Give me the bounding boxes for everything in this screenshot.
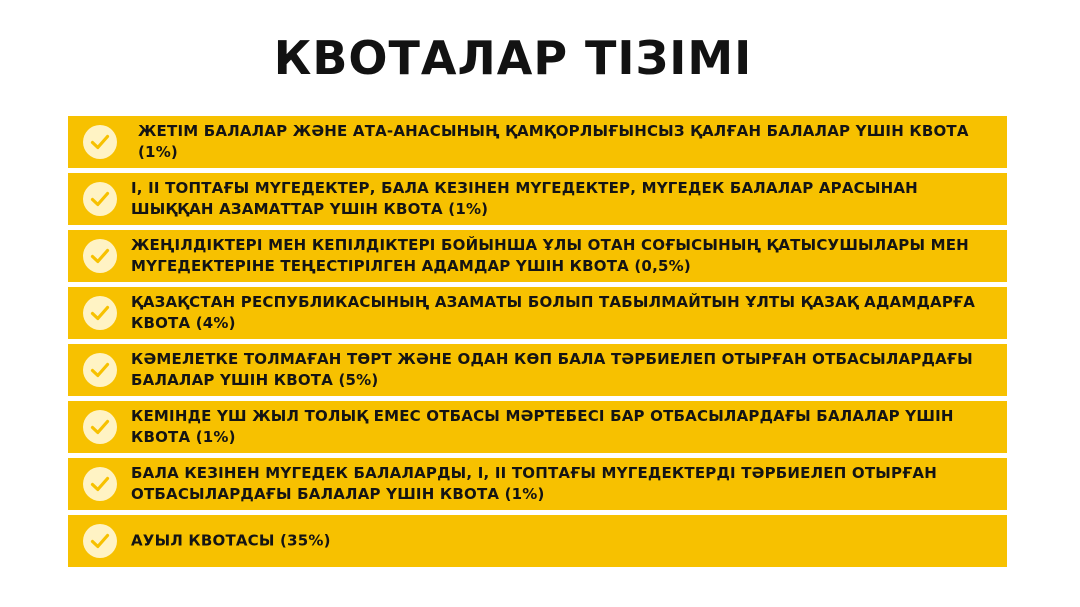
page-title: КВОТАЛАР ТІЗІМІ — [273, 31, 753, 85]
quota-label: ЖЕҢІЛДІКТЕРІ МЕН КЕПІЛДІКТЕРІ БОЙЫНША ҰЛЫ ОТАН СОҒЫСЫНЫҢ ҚАТЫСУШЫЛАРЫ МЕН МҮГЕДЕКТЕРІНЕ ТЕҢЕСТІРІЛГЕН АДАМДАР ҮШІН КВОТА (0,5%) — [131, 236, 969, 275]
quota-list-item — [68, 230, 1007, 282]
quota-list-item — [68, 173, 1007, 225]
quota-label: ЖЕТІМ БАЛАЛАР ЖӘНЕ АТА-АНАСЫНЫҢ ҚАМҚОРЛЫҒЫНСЫЗ ҚАЛҒАН БАЛАЛАР ҮШІН КВОТА (1%) — [138, 122, 969, 161]
quota-list-item — [68, 344, 1007, 396]
check-circle-icon — [82, 466, 118, 502]
quota-list-item — [68, 458, 1007, 510]
check-circle-icon — [82, 124, 118, 160]
check-circle-icon — [82, 238, 118, 274]
quota-label: КЕМІНДЕ ҮШ ЖЫЛ ТОЛЫҚ ЕМЕС ОТБАСЫ МӘРТЕБЕСІ БАР ОТБАСЫЛАРДАҒЫ БАЛАЛАР ҮШІН КВОТА (1%) — [131, 407, 954, 446]
check-circle-icon — [82, 409, 118, 445]
quota-label: ҚАЗАҚСТАН РЕСПУБЛИКАСЫНЫҢ АЗАМАТЫ БОЛЫП ТАБЫЛМАЙТЫН ҰЛТЫ ҚАЗАҚ АДАМДАРҒА КВОТА (4%) — [131, 293, 976, 332]
quota-list-item — [68, 401, 1007, 453]
quota-list-item — [68, 116, 1007, 168]
quota-label: АУЫЛ КВОТАСЫ (35%) — [131, 531, 331, 550]
quota-list-item — [68, 515, 1007, 567]
check-circle-icon — [82, 295, 118, 331]
quota-label: I, II ТОПТАҒЫ МҮГЕДЕКТЕР, БАЛА КЕЗІНЕН МҮГЕДЕКТЕР, МҮГЕДЕК БАЛАЛАР АРАСЫНАН ШЫҚҚАН АЗАМАТТАР ҮШІН КВОТА (1%) — [131, 179, 918, 218]
check-circle-icon — [82, 181, 118, 217]
quota-label: КӘМЕЛЕТКЕ ТОЛМАҒАН ТӨРТ ЖӘНЕ ОДАН КӨП БАЛА ТӘРБИЕЛЕП ОТЫРҒАН ОТБАСЫЛАРДАҒЫ БАЛАЛАР ҮШІН КВОТА (5%) — [131, 350, 973, 389]
check-circle-icon — [82, 523, 118, 559]
check-circle-icon — [82, 352, 118, 388]
quota-label: БАЛА КЕЗІНЕН МҮГЕДЕК БАЛАЛАРДЫ, I, II ТОПТАҒЫ МҮГЕДЕКТЕРДІ ТӘРБИЕЛЕП ОТЫРҒАН ОТБАСЫЛАРДАҒЫ БАЛАЛАР ҮШІН КВОТА (1%) — [131, 464, 937, 503]
quota-list-item — [68, 287, 1007, 339]
